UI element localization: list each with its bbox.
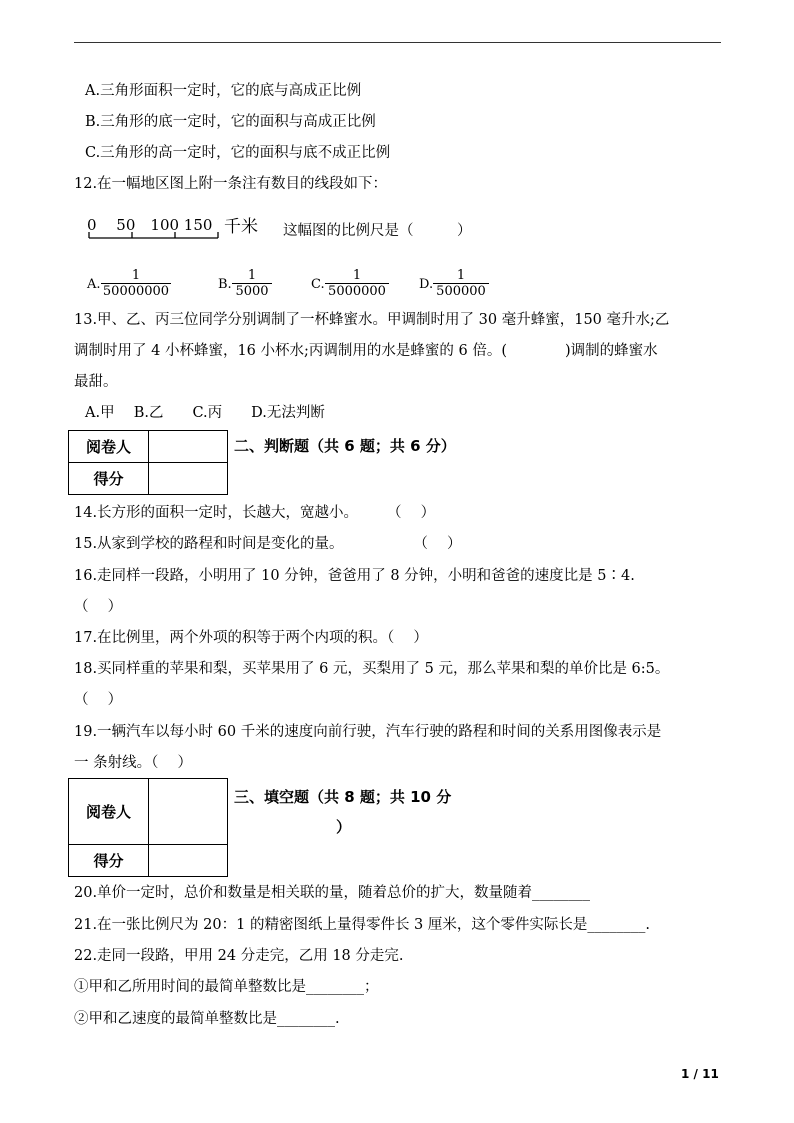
option-label: B. xyxy=(218,277,232,292)
option-label: C. xyxy=(311,277,325,292)
score-cell xyxy=(149,463,228,495)
q22-stem: 22.走同一段路，甲用 24 分走完，乙用 18 分走完. xyxy=(74,948,404,964)
fraction: $\frac{1}{5000000}$ xyxy=(325,268,389,299)
q14: 14.长方形的面积一定时，长越大，宽越小。 （ ） xyxy=(74,505,436,521)
section3-title-line1: 三、填空题（共 8 题；共 10 分 xyxy=(234,788,452,806)
scale-bar-ticks: 0 50 100 150 xyxy=(87,216,213,234)
q18-line1: 18.买同样重的苹果和梨，买苹果用了 6 元，买梨用了 5 元，那么苹果和梨的单价比是 6:5。 xyxy=(74,661,670,677)
q11-option-c: C.三角形的高一定时，它的面积与底不成正比例 xyxy=(85,145,391,161)
reviewer-label: 阅卷人 xyxy=(69,431,149,463)
q13-line3: 最甜。 xyxy=(74,374,118,390)
score-box-section2 xyxy=(68,430,228,495)
section2-title: 二、判断题（共 6 题；共 6 分） xyxy=(234,437,456,455)
fraction: $\frac{1}{5000}$ xyxy=(232,268,272,299)
page-number: 1 / 11 xyxy=(681,1067,719,1081)
q21: 21.在一张比例尺为 20：1 的精密图纸上量得零件长 3 厘米，这个零件实际长是________. xyxy=(74,917,651,933)
q11-option-b: B.三角形的底一定时，它的面积与高成正比例 xyxy=(85,114,376,130)
scale-bar-line xyxy=(86,230,222,242)
q13-line1: 13.甲、乙、丙三位同学分别调制了一杯蜂蜜水。甲调制时用了 30 毫升蜂蜜，150 毫升水;乙 xyxy=(74,312,670,328)
q22-sub1: ①甲和乙所用时间的最简单整数比是________； xyxy=(74,979,379,995)
q19-line2: 一 条射线。（ ） xyxy=(74,755,192,771)
q12-prompt: 这幅图的比例尺是（ ） xyxy=(283,223,472,239)
reviewer-cell xyxy=(149,779,228,845)
fraction: $\frac{1}{500000}$ xyxy=(433,268,489,299)
q18-line2: （ ） xyxy=(74,692,123,708)
score-box-section3 xyxy=(68,778,228,877)
q19-line1: 19.一辆汽车以每小时 60 千米的速度向前行驶，汽车行驶的路程和时间的关系用图像表示是 xyxy=(74,724,662,740)
fraction: $\frac{1}{50000000}$ xyxy=(102,268,170,299)
q22-sub2: ②甲和乙速度的最简单整数比是________. xyxy=(74,1011,340,1027)
q13-line2: 调制时用了 4 小杯蜂蜜，16 小杯水;丙调制用的水是蜂蜜的 6 倍。( )调制的蜂蜜水 xyxy=(74,343,658,359)
score-label: 得分 xyxy=(69,463,149,495)
header-rule xyxy=(74,42,721,43)
q15: 15.从家到学校的路程和时间是变化的量。 （ ） xyxy=(74,536,462,552)
q20: 20.单价一定时，总价和数量是相关联的量，随着总价的扩大，数量随着________ xyxy=(74,885,591,901)
q13-options: A.甲 B.乙 C.丙 D.无法判断 xyxy=(85,405,325,421)
score-cell xyxy=(149,845,228,877)
q11-option-a: A.三角形面积一定时，它的底与高成正比例 xyxy=(85,83,362,99)
section3-title-line2: ） xyxy=(336,818,352,836)
scale-bar-unit: 千米 xyxy=(224,217,258,237)
q16-line2: （ ） xyxy=(74,599,123,615)
reviewer-cell xyxy=(149,431,228,463)
option-label: D. xyxy=(419,277,434,292)
q12-stem: 12.在一幅地区图上附一条注有数目的线段如下： xyxy=(74,176,388,192)
option-label: A. xyxy=(87,277,101,292)
q17: 17.在比例里，两个外项的积等于两个内项的积。（ ） xyxy=(74,630,428,646)
q16-line1: 16.走同样一段路，小明用了 10 分钟，爸爸用了 8 分钟，小明和爸爸的速度比是 5∶4. xyxy=(74,568,635,584)
score-label: 得分 xyxy=(69,845,149,877)
reviewer-label: 阅卷人 xyxy=(69,779,149,845)
